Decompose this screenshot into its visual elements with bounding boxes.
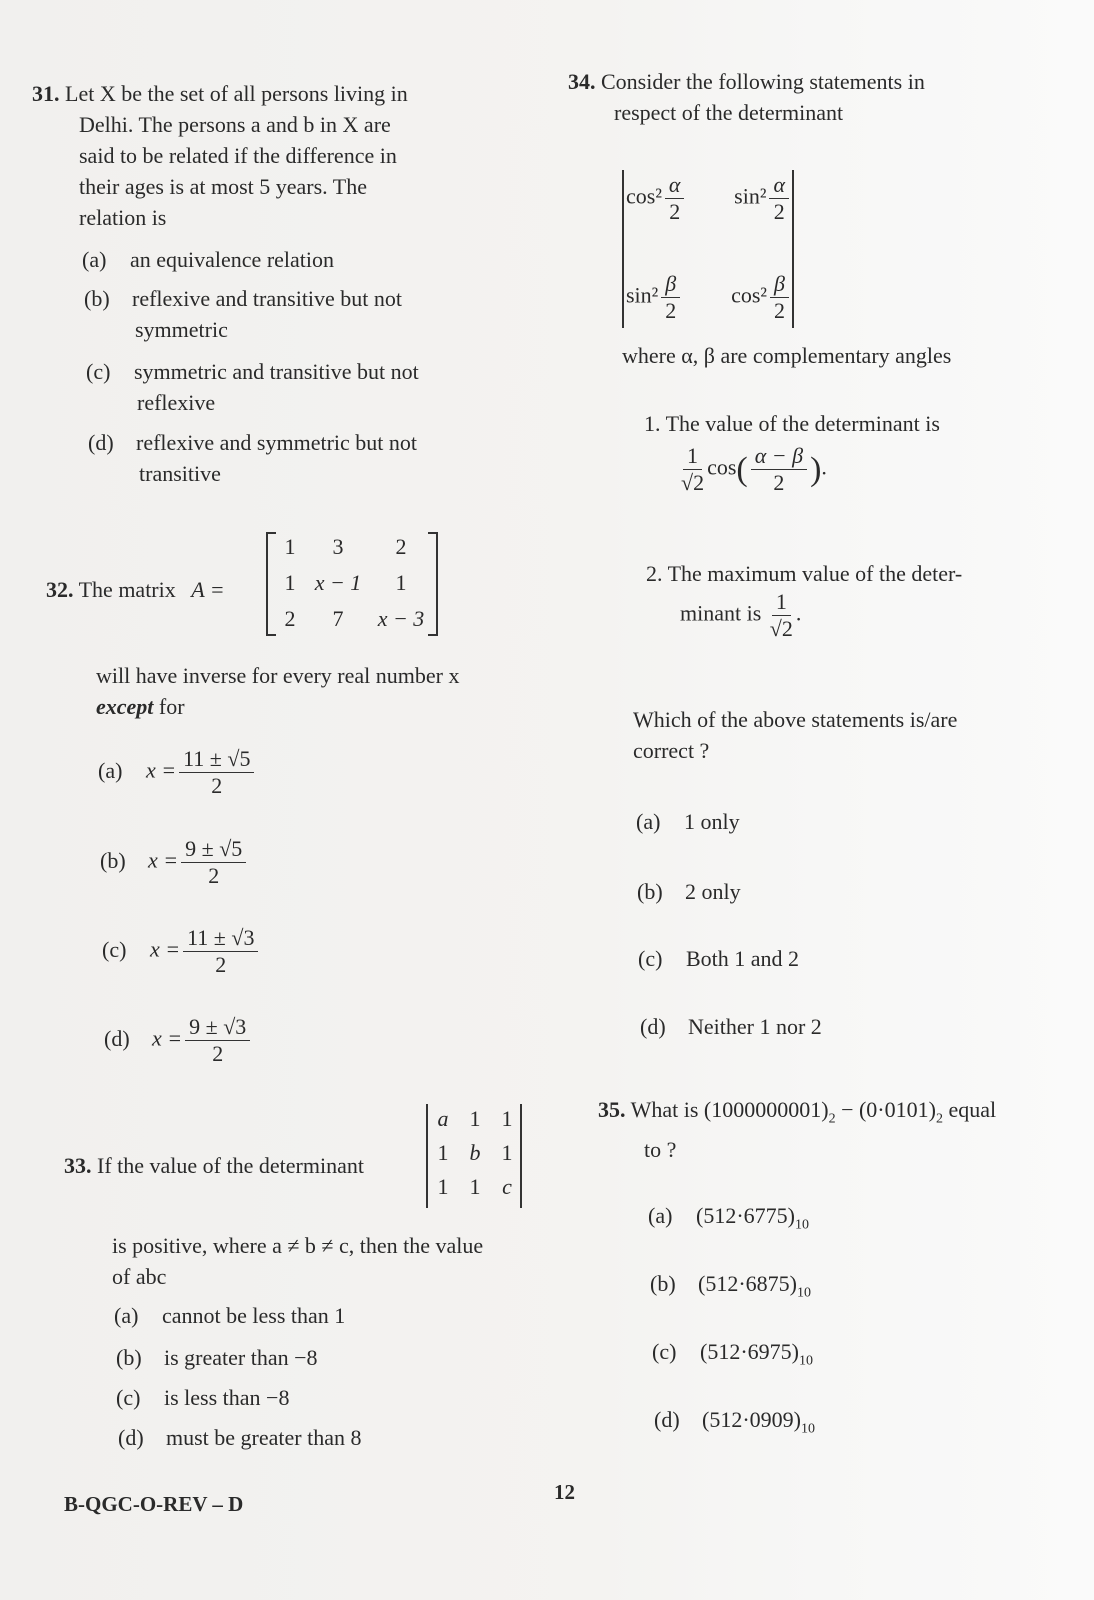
page-number: 12 — [554, 1480, 575, 1504]
statement-1: 1. The value of the determinant is $\frac{1}{√2}$ cos( $\frac{\alpha - \beta}{2}$ ). — [644, 411, 940, 495]
question-text: Delhi. The persons a and b in X are — [79, 112, 391, 137]
option-c[interactable]: (c) symmetric and transitive but not reflexive — [86, 359, 419, 415]
question-text: is positive, where a ≠ b ≠ c, then the value of abc — [112, 1233, 484, 1289]
option-d[interactable]: (d) reflexive and symmetric but not transitive — [88, 430, 418, 486]
option-d[interactable]: (d) $(512\cdot 0909)_{10}$ — [654, 1407, 815, 1437]
determinant-bar-right — [520, 1104, 522, 1208]
option-a[interactable]: (a) x = $\frac{11 \pm √5}{2}$ — [98, 746, 257, 799]
option-a[interactable]: (a) $(512\cdot 6775)_{10}$ — [648, 1203, 809, 1233]
question-33: 33. If the value of the determinant — [64, 1153, 364, 1178]
question-32: 32. The matrix A = — [46, 577, 225, 602]
matrix-A: 1 3 2 1 x − 1 1 2 7 x − 3 — [284, 534, 425, 631]
question-number: 31. — [32, 81, 60, 106]
option-a[interactable]: (a) 1 only — [636, 809, 740, 834]
determinant-bar-left — [622, 170, 624, 328]
matrix-bracket-left — [266, 532, 276, 636]
question-text: Which of the above statements is/are correct ? — [633, 707, 958, 763]
question-text: their ages is at most 5 years. The — [79, 174, 367, 199]
question-number: 32. — [46, 577, 74, 602]
option-c[interactable]: (c) is less than −8 — [116, 1385, 290, 1410]
option-b[interactable]: (b) reflexive and transitive but not symmetric — [84, 286, 403, 342]
option-d[interactable]: (d) Neither 1 nor 2 — [640, 1014, 822, 1039]
question-35: 35. What is $(1000000001)_2 - (0\cdot 0101)_2$ equal to ? — [598, 1097, 997, 1163]
option-a[interactable]: (a) an equivalence relation — [82, 247, 335, 272]
question-31 — [32, 78, 502, 233]
question-number: 35. — [598, 1097, 626, 1122]
question-number: 33. — [64, 1153, 92, 1178]
question-text: where α, β are complementary angles — [622, 343, 952, 368]
determinant-bar-right — [792, 170, 794, 328]
question-number: 34. — [568, 69, 596, 94]
option-c[interactable]: (c) $(512\cdot 6975)_{10}$ — [652, 1339, 813, 1369]
statement-2: 2. The maximum value of the deter- minant is $\frac{1}{√2}$ . — [646, 561, 963, 641]
option-d[interactable]: (d) must be greater than 8 — [118, 1425, 362, 1450]
option-b[interactable]: (b) 2 only — [637, 879, 741, 904]
option-c[interactable]: (c) Both 1 and 2 — [638, 946, 800, 971]
question-34: 34. Consider the following statements in respect of the determinant — [568, 69, 925, 125]
option-b[interactable]: (b) $(512\cdot 6875)_{10}$ — [650, 1271, 811, 1301]
option-a[interactable]: (a) cannot be less than 1 — [114, 1303, 346, 1328]
question-text: said to be related if the difference in — [79, 143, 397, 168]
option-d[interactable]: (d) x = $\frac{9 \pm √3}{2}$ — [104, 1014, 253, 1067]
option-c[interactable]: (c) x = $\frac{11 \pm √3}{2}$ — [102, 925, 261, 978]
paper-code: B-QGC-O-REV – D — [64, 1492, 244, 1516]
question-text: Let X be the set of all persons living in — [65, 81, 408, 106]
determinant-trig: cos² $\frac{\alpha}{2}$ sin² $\frac{\alpha}{2}$ sin² $\frac{\beta}{2}$ cos² $\frac{\beta}{2}$ — [626, 172, 792, 324]
determinant-abc: a 1 1 1 b 1 1 1 c — [437, 1106, 513, 1199]
question-text: will have inverse for every real number x except for — [96, 663, 460, 719]
option-b[interactable]: (b) x = $\frac{9 \pm √5}{2}$ — [100, 836, 249, 889]
option-b[interactable]: (b) is greater than −8 — [116, 1345, 318, 1370]
determinant-bar-left — [426, 1104, 428, 1208]
question-text: relation is — [79, 205, 167, 230]
